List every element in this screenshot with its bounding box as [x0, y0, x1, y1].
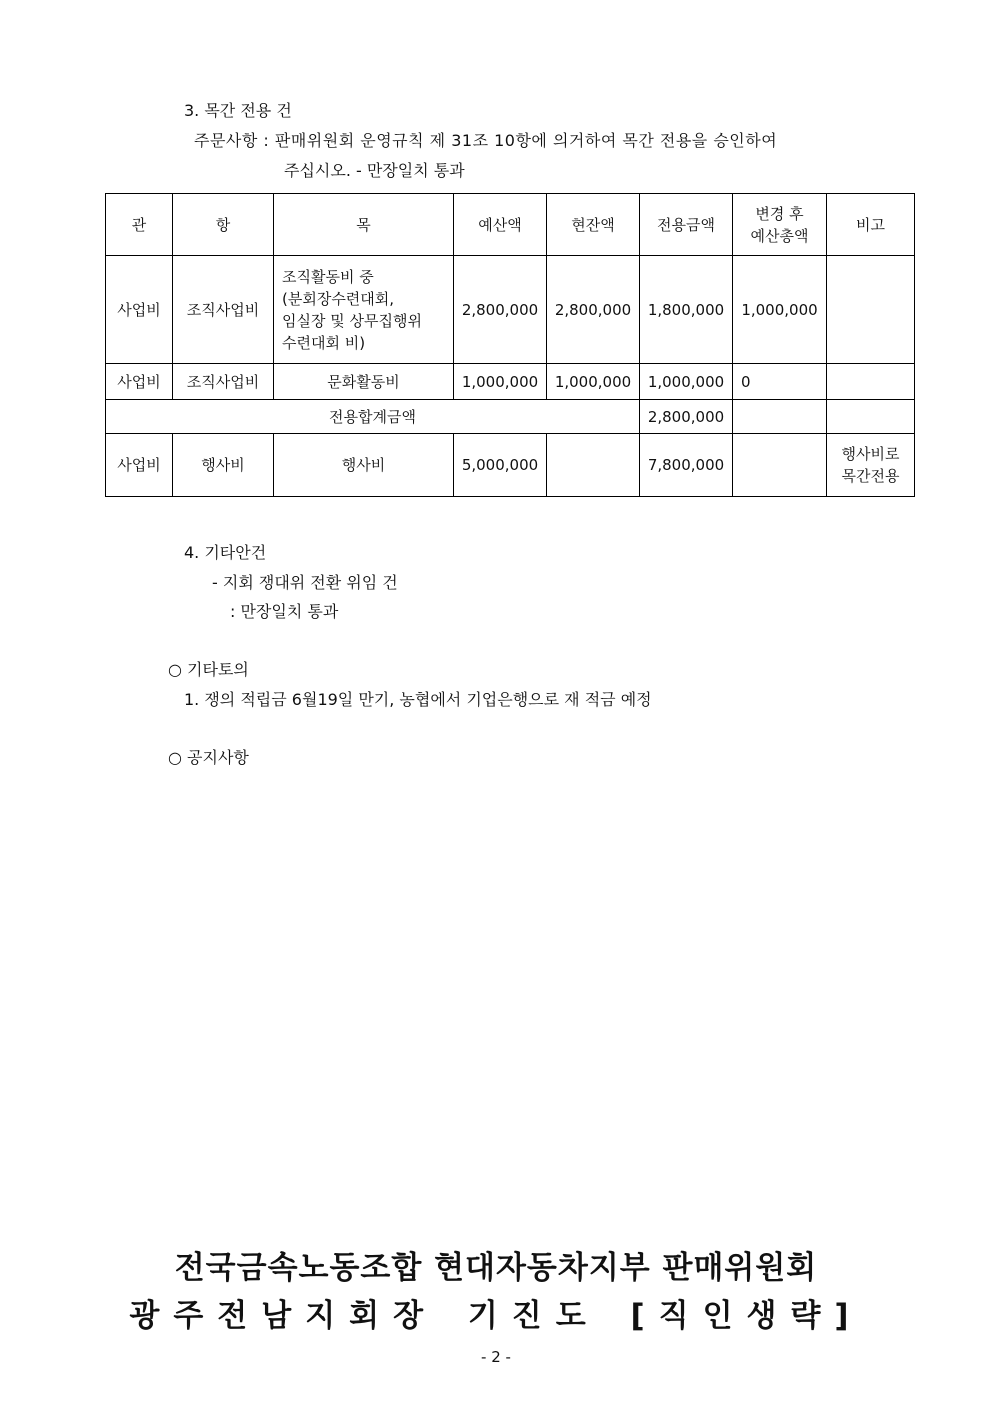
table-cell: 조직사업비 — [173, 256, 274, 364]
table-cell: 1,000,000 — [640, 364, 733, 400]
header-cell: 비고 — [827, 194, 915, 256]
table-cell — [733, 400, 827, 434]
table-cell — [733, 434, 827, 497]
table-cell: 사업비 — [106, 256, 173, 364]
table-cell: 사업비 — [106, 364, 173, 400]
table-row — [106, 434, 915, 497]
table-total-row — [106, 400, 915, 434]
section4-result: : 만장일치 통과 — [230, 602, 339, 621]
header-cell: 관 — [106, 194, 173, 256]
table-cell: 1,000,000 — [547, 364, 640, 400]
total-label-cell: 전용합계금액 — [106, 400, 640, 434]
discussion-title: ○ 기타토의 — [168, 660, 249, 679]
table-cell — [827, 364, 915, 400]
table-cell: 사업비 — [106, 434, 173, 497]
order-text-line2: 주십시오. - 만장일치 통과 — [284, 161, 465, 180]
table-cell: 7,800,000 — [640, 434, 733, 497]
table-cell — [547, 434, 640, 497]
table-cell: 행사비로 목간전용 — [827, 434, 915, 497]
discussion-item: 1. 쟁의 적립금 6월19일 만기, 농협에서 기업은행으로 재 적금 예정 — [184, 690, 652, 709]
table-cell: 문화활동비 — [274, 364, 454, 400]
table-cell: 행사비 — [274, 434, 454, 497]
budget-transfer-table — [105, 193, 915, 497]
table-cell: 2,800,000 — [454, 256, 547, 364]
table-cell — [827, 400, 915, 434]
table-cell: 조직활동비 중 (분회장수련대회, 임실장 및 상무집행위 수련대회 비) — [274, 256, 454, 364]
table-cell: 0 — [733, 364, 827, 400]
footer-signature: 광주전남지회장 기진도 [직인생략] — [129, 1298, 863, 1334]
table-row — [106, 364, 915, 400]
table-cell: 1,000,000 — [733, 256, 827, 364]
section3-title: 3. 목간 전용 건 — [184, 101, 292, 120]
table-cell: 5,000,000 — [454, 434, 547, 497]
table-header-row — [106, 194, 915, 256]
header-cell: 항 — [173, 194, 274, 256]
header-cell: 현잔액 — [547, 194, 640, 256]
table-cell: 2,800,000 — [547, 256, 640, 364]
header-cell: 예산액 — [454, 194, 547, 256]
table-cell: 행사비 — [173, 434, 274, 497]
footer-organization: 전국금속노동조합 현대자동차지부 판매위원회 — [174, 1250, 818, 1286]
table-cell — [827, 256, 915, 364]
order-text-line1: 주문사항 : 판매위원회 운영규칙 제 31조 10항에 의거하여 목간 전용을 승인하여 — [194, 131, 778, 150]
table-row — [106, 256, 915, 364]
header-cell: 목 — [274, 194, 454, 256]
notice-title: ○ 공지사항 — [168, 748, 249, 767]
table-cell: 조직사업비 — [173, 364, 274, 400]
header-cell: 변경 후 예산총액 — [733, 194, 827, 256]
page-number: - 2 - — [481, 1348, 511, 1366]
table-cell: 1,000,000 — [454, 364, 547, 400]
section4-title: 4. 기타안건 — [184, 543, 267, 562]
total-amount-cell: 2,800,000 — [640, 400, 733, 434]
section4-item: - 지회 쟁대위 전환 위임 건 — [212, 573, 398, 592]
header-cell: 전용금액 — [640, 194, 733, 256]
table-cell: 1,800,000 — [640, 256, 733, 364]
